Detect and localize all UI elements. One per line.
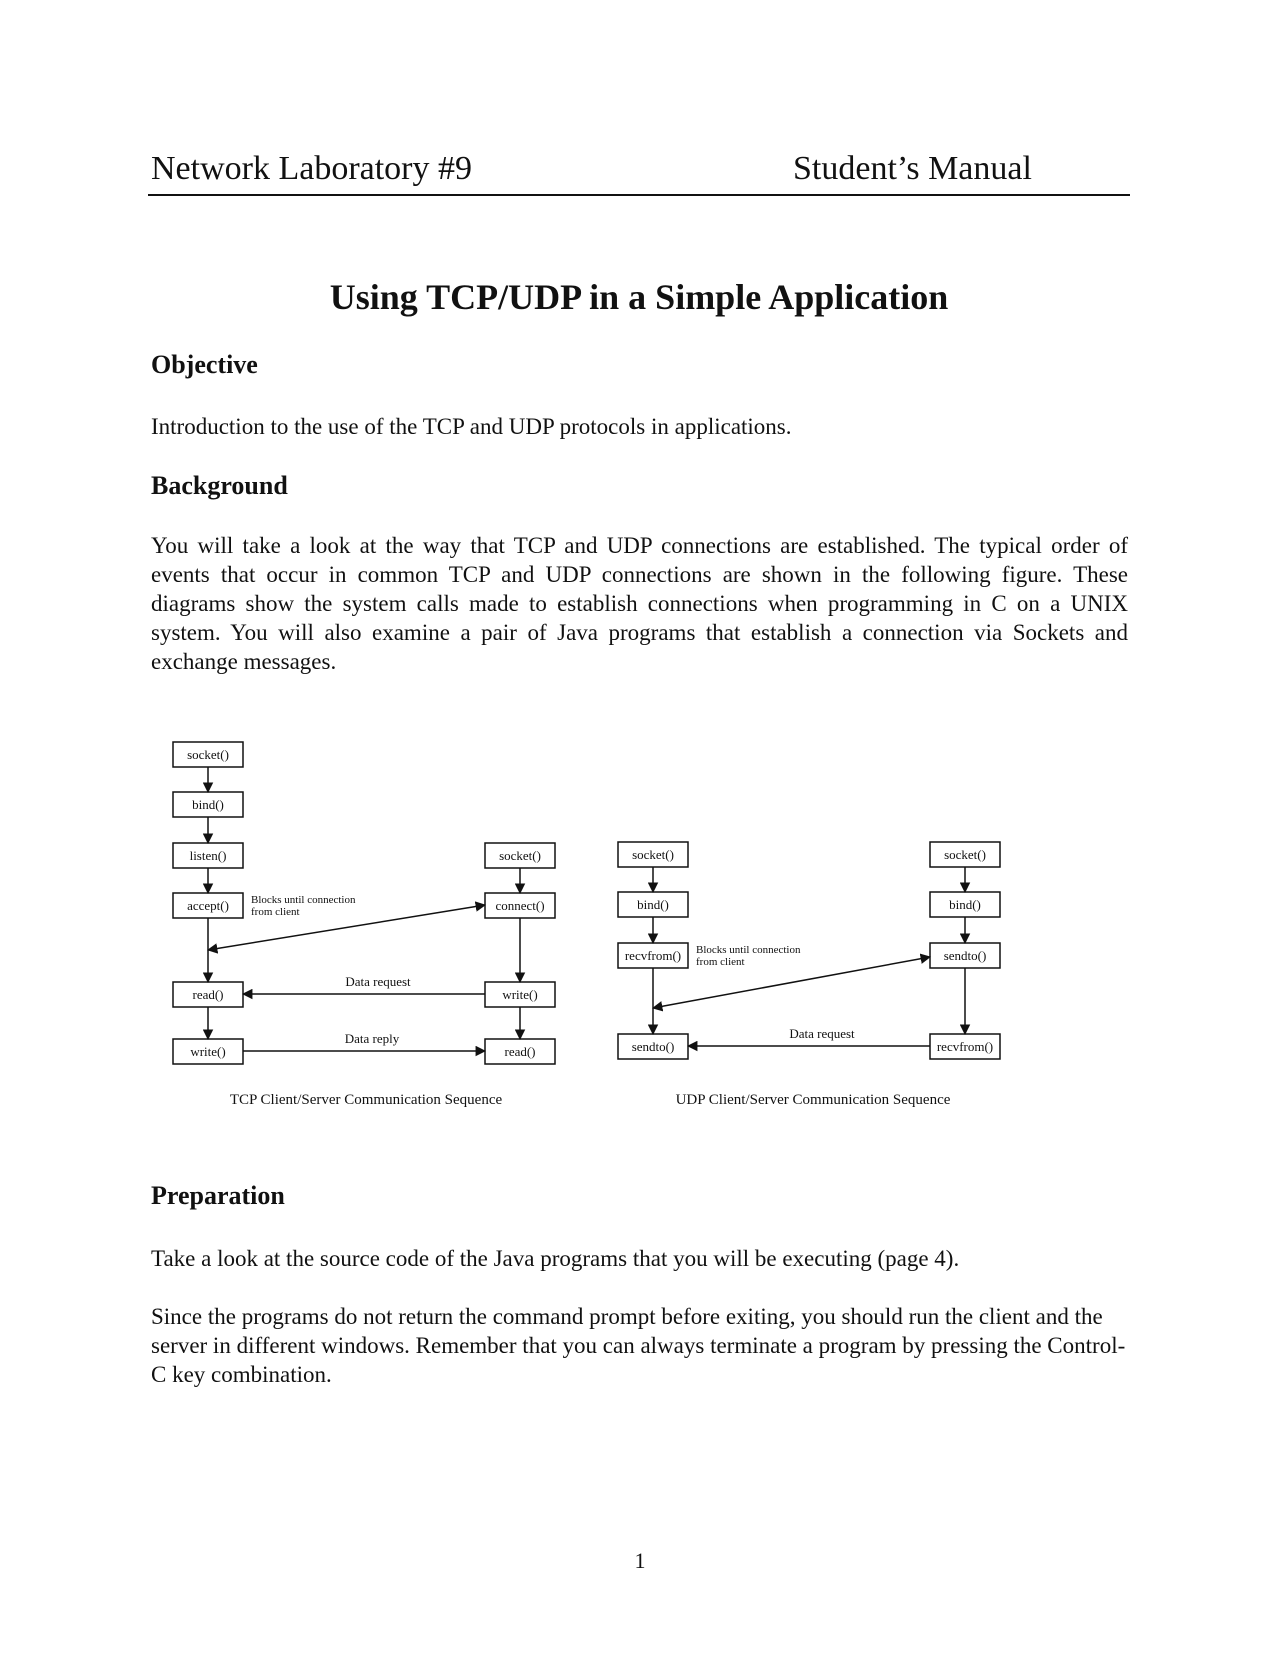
udp-server-bind-box [618, 892, 688, 917]
udp-diagram [618, 842, 1000, 1108]
udp-datagram-arrow [653, 957, 930, 1008]
udp-client-sendto-box [930, 943, 1000, 968]
tcp-block-note-line2: from client [251, 906, 300, 918]
udp-server-sendto-box [618, 1034, 688, 1059]
tcp-client-read-label: read() [504, 1044, 536, 1059]
header-lab-title: Network Laboratory #9 [151, 150, 473, 187]
udp-data-request-label: Data request [789, 1026, 855, 1041]
tcp-server-bind-label: bind() [192, 797, 224, 812]
page-title: Using TCP/UDP in a Simple Application [329, 277, 949, 317]
udp-client-bind-box [930, 892, 1000, 917]
tcp-data-reply-label: Data reply [344, 1031, 400, 1046]
udp-server-recvfrom-box [618, 943, 688, 968]
preparation-paragraph-1: Take a look at the source code of the Java programs that you will be executing (page 4). [151, 1246, 960, 1271]
tcp-connection-arrow [208, 905, 485, 950]
tcp-data-request-label: Data request [345, 974, 411, 989]
udp-server-socket-label: socket() [632, 847, 674, 862]
udp-client-bind-label: bind() [949, 897, 981, 912]
tcp-server-write-box [173, 1039, 243, 1064]
page-number: 1 [634, 1548, 646, 1573]
tcp-server-read-label: read() [192, 987, 224, 1002]
tcp-diagram [173, 742, 555, 1108]
udp-client-sendto-label: sendto() [943, 948, 987, 963]
preparation-heading: Preparation [151, 1181, 285, 1210]
tcp-server-write-label: write() [190, 1044, 226, 1059]
udp-server-bind-label: bind() [637, 897, 669, 912]
tcp-server-socket-label: socket() [187, 747, 229, 762]
background-text: You will take a look at the way that TCP and UDP connections are established. The typical order of events that occur in common TCP and UDP connections are shown in the following figure. These diagrams show the system calls made to establish connections when programming in C on a UNIX system. You will also examine a pair of Java programs that establish a connection via Sockets and exchange messages. [151, 533, 1128, 674]
objective-heading: Objective [151, 350, 258, 379]
udp-figure-caption: UDP Client/Server Communication Sequence [675, 1092, 951, 1108]
udp-server-recvfrom-label: recvfrom() [624, 948, 682, 963]
udp-client-socket-box [930, 842, 1000, 867]
tcp-client-socket-box [485, 843, 555, 868]
tcp-client-write-label: write() [502, 987, 538, 1002]
udp-block-note-line1: Blocks until connection [696, 944, 801, 956]
tcp-client-connect-box [485, 893, 555, 918]
tcp-client-connect-label: connect() [495, 898, 545, 913]
tcp-server-accept-label: accept() [187, 898, 229, 913]
udp-server-socket-box [618, 842, 688, 867]
tcp-client-socket-label: socket() [499, 848, 541, 863]
tcp-client-read-box [485, 1039, 555, 1064]
objective-text: Introduction to the use of the TCP and UDP protocols in applications. [151, 414, 792, 439]
udp-client-recvfrom-label: recvfrom() [936, 1039, 994, 1054]
tcp-server-read-box [173, 982, 243, 1007]
tcp-server-accept-box [173, 893, 243, 918]
udp-server-sendto-label: sendto() [631, 1039, 675, 1054]
udp-block-note-line2: from client [696, 956, 745, 968]
tcp-figure-caption: TCP Client/Server Communication Sequence [229, 1092, 503, 1108]
udp-client-recvfrom-box [930, 1034, 1000, 1059]
header-manual-type: Student’s Manual [793, 150, 1032, 187]
tcp-block-note-line1: Blocks until connection [251, 894, 356, 906]
tcp-server-listen-label: listen() [189, 848, 227, 863]
background-heading: Background [151, 471, 288, 500]
tcp-server-bind-box [173, 792, 243, 817]
preparation-paragraph-2: Since the programs do not return the command prompt before exiting, you should run the client and the server in different windows. Remember that you can always terminate a program by pressing the Control-C key combination. [151, 1304, 1126, 1387]
tcp-server-listen-box [173, 843, 243, 868]
tcp-server-socket-box [173, 742, 243, 767]
tcp-client-write-box [485, 982, 555, 1007]
udp-client-socket-label: socket() [944, 847, 986, 862]
